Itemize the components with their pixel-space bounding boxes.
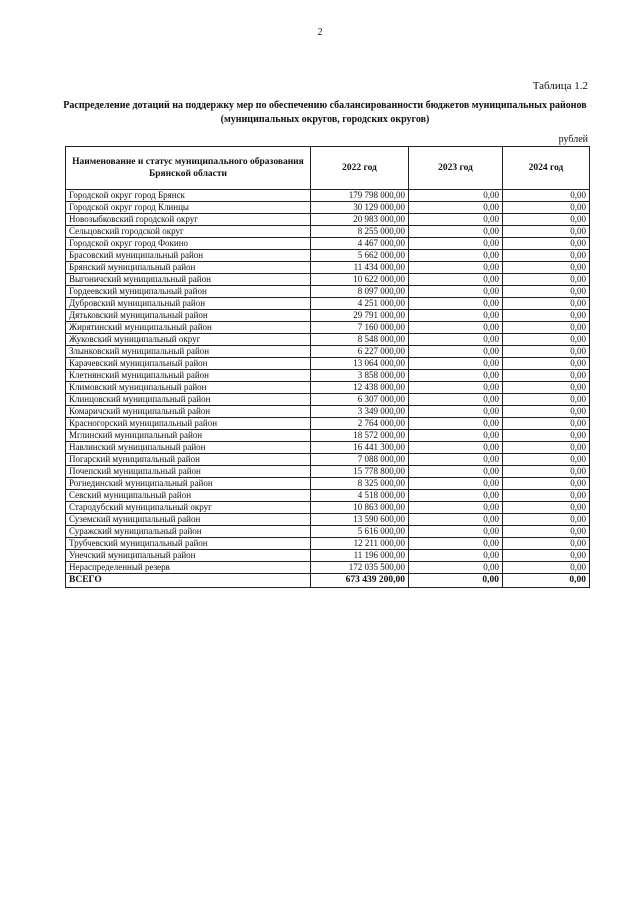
cell-2023: 0,00 bbox=[409, 274, 503, 286]
cell-2022: 179 798 000,00 bbox=[311, 190, 409, 202]
table-row bbox=[66, 214, 590, 226]
cell-2023: 0,00 bbox=[409, 322, 503, 334]
table-row bbox=[66, 226, 590, 238]
cell-2022: 15 778 800,00 bbox=[311, 466, 409, 478]
cell-2023: 0,00 bbox=[409, 214, 503, 226]
table-row bbox=[66, 442, 590, 454]
cell-2022: 13 064 000,00 bbox=[311, 358, 409, 370]
cell-2022: 8 097 000,00 bbox=[311, 286, 409, 298]
cell-2023: 0,00 bbox=[409, 394, 503, 406]
cell-2022: 10 622 000,00 bbox=[311, 274, 409, 286]
cell-2023: 0,00 bbox=[409, 466, 503, 478]
cell-name: Навлинский муниципальный район bbox=[66, 442, 311, 454]
cell-name: Суражский муниципальный район bbox=[66, 526, 311, 538]
cell-name: Дубровский муниципальный район bbox=[66, 298, 311, 310]
table-body bbox=[66, 190, 590, 574]
cell-name: Почепский муниципальный район bbox=[66, 466, 311, 478]
table-row bbox=[66, 334, 590, 346]
cell-name: Новозыбковский городской округ bbox=[66, 214, 311, 226]
cell-2024: 0,00 bbox=[503, 202, 590, 214]
cell-2022: 20 983 000,00 bbox=[311, 214, 409, 226]
cell-2022: 30 129 000,00 bbox=[311, 202, 409, 214]
cell-2024: 0,00 bbox=[503, 346, 590, 358]
cell-2023: 0,00 bbox=[409, 490, 503, 502]
cell-name: Клинцовский муниципальный район bbox=[66, 394, 311, 406]
cell-2024: 0,00 bbox=[503, 310, 590, 322]
table-row bbox=[66, 394, 590, 406]
cell-name: Севский муниципальный район bbox=[66, 490, 311, 502]
cell-2022: 11 196 000,00 bbox=[311, 550, 409, 562]
table-row bbox=[66, 526, 590, 538]
cell-name: Брасовский муниципальный район bbox=[66, 250, 311, 262]
cell-2023: 0,00 bbox=[409, 358, 503, 370]
cell-2022: 5 662 000,00 bbox=[311, 250, 409, 262]
cell-name: Нераспределенный резерв bbox=[66, 562, 311, 574]
table-row bbox=[66, 262, 590, 274]
cell-2022: 4 467 000,00 bbox=[311, 238, 409, 250]
cell-2022: 5 616 000,00 bbox=[311, 526, 409, 538]
table-row bbox=[66, 274, 590, 286]
table-row bbox=[66, 286, 590, 298]
cell-2024: 0,00 bbox=[503, 322, 590, 334]
cell-2024: 0,00 bbox=[503, 370, 590, 382]
table-row bbox=[66, 490, 590, 502]
cell-2022: 8 255 000,00 bbox=[311, 226, 409, 238]
cell-2023: 0,00 bbox=[409, 238, 503, 250]
cell-2022: 3 858 000,00 bbox=[311, 370, 409, 382]
table-row bbox=[66, 430, 590, 442]
cell-name: Жуковский муниципальный округ bbox=[66, 334, 311, 346]
cell-2024: 0,00 bbox=[503, 190, 590, 202]
cell-name: Городской округ город Фокино bbox=[66, 238, 311, 250]
cell-2024: 0,00 bbox=[503, 550, 590, 562]
cell-2023: 0,00 bbox=[409, 442, 503, 454]
table-row bbox=[66, 562, 590, 574]
table-row bbox=[66, 502, 590, 514]
cell-2022: 16 441 300,00 bbox=[311, 442, 409, 454]
cell-2022: 3 349 000,00 bbox=[311, 406, 409, 418]
cell-2023: 0,00 bbox=[409, 418, 503, 430]
cell-2023: 0,00 bbox=[409, 406, 503, 418]
cell-2022: 7 088 000,00 bbox=[311, 454, 409, 466]
cell-2022: 10 863 000,00 bbox=[311, 502, 409, 514]
cell-2022: 8 548 000,00 bbox=[311, 334, 409, 346]
cell-2022: 7 160 000,00 bbox=[311, 322, 409, 334]
currency-units: рублей bbox=[558, 134, 588, 145]
cell-2023: 0,00 bbox=[409, 286, 503, 298]
table-row bbox=[66, 310, 590, 322]
table-row bbox=[66, 190, 590, 202]
cell-2023: 0,00 bbox=[409, 502, 503, 514]
table-row bbox=[66, 514, 590, 526]
cell-2022: 4 518 000,00 bbox=[311, 490, 409, 502]
cell-name: Злынковский муниципальный район bbox=[66, 346, 311, 358]
cell-2022: 8 325 000,00 bbox=[311, 478, 409, 490]
table-row bbox=[66, 202, 590, 214]
cell-name: Рогнединский муниципальный район bbox=[66, 478, 311, 490]
cell-2022: 18 572 000,00 bbox=[311, 430, 409, 442]
cell-2024: 0,00 bbox=[503, 286, 590, 298]
cell-name: Жирятинский муниципальный район bbox=[66, 322, 311, 334]
cell-name: Трубчевский муниципальный район bbox=[66, 538, 311, 550]
total-2024: 0,00 bbox=[503, 574, 590, 588]
cell-2024: 0,00 bbox=[503, 394, 590, 406]
header-2022: 2022 год bbox=[311, 147, 409, 190]
cell-2022: 6 227 000,00 bbox=[311, 346, 409, 358]
cell-2023: 0,00 bbox=[409, 298, 503, 310]
cell-2023: 0,00 bbox=[409, 454, 503, 466]
cell-2023: 0,00 bbox=[409, 382, 503, 394]
header-2024: 2024 год bbox=[503, 147, 590, 190]
table-row bbox=[66, 358, 590, 370]
cell-name: Выгоничский муниципальный район bbox=[66, 274, 311, 286]
cell-2024: 0,00 bbox=[503, 490, 590, 502]
cell-2023: 0,00 bbox=[409, 262, 503, 274]
cell-2024: 0,00 bbox=[503, 526, 590, 538]
cell-name: Комаричский муниципальный район bbox=[66, 406, 311, 418]
document-title: Распределение дотаций на поддержку мер по обеспечению сбалансированности бюджетов муниципальных районов (муниципальных округов, городских округов) bbox=[63, 100, 587, 125]
table-row bbox=[66, 538, 590, 550]
table-row bbox=[66, 466, 590, 478]
table-row bbox=[66, 250, 590, 262]
cell-name: Унечский муниципальный район bbox=[66, 550, 311, 562]
cell-2024: 0,00 bbox=[503, 430, 590, 442]
cell-2024: 0,00 bbox=[503, 238, 590, 250]
cell-2024: 0,00 bbox=[503, 226, 590, 238]
cell-name: Погарский муниципальный район bbox=[66, 454, 311, 466]
cell-2023: 0,00 bbox=[409, 346, 503, 358]
cell-2024: 0,00 bbox=[503, 334, 590, 346]
cell-2024: 0,00 bbox=[503, 298, 590, 310]
table-row bbox=[66, 346, 590, 358]
table-row bbox=[66, 550, 590, 562]
cell-2024: 0,00 bbox=[503, 358, 590, 370]
total-label: ВСЕГО bbox=[66, 574, 311, 588]
cell-2022: 2 764 000,00 bbox=[311, 418, 409, 430]
cell-2022: 4 251 000,00 bbox=[311, 298, 409, 310]
total-2022: 673 439 200,00 bbox=[311, 574, 409, 588]
cell-2023: 0,00 bbox=[409, 550, 503, 562]
cell-2023: 0,00 bbox=[409, 514, 503, 526]
total-row bbox=[66, 574, 590, 588]
cell-2022: 29 791 000,00 bbox=[311, 310, 409, 322]
cell-name: Мглинский муниципальный район bbox=[66, 430, 311, 442]
cell-2024: 0,00 bbox=[503, 250, 590, 262]
cell-name: Красногорский муниципальный район bbox=[66, 418, 311, 430]
cell-2024: 0,00 bbox=[503, 538, 590, 550]
cell-2022: 12 438 000,00 bbox=[311, 382, 409, 394]
cell-2023: 0,00 bbox=[409, 310, 503, 322]
cell-name: Гордеевский муниципальный район bbox=[66, 286, 311, 298]
cell-name: Стародубский муниципальный округ bbox=[66, 502, 311, 514]
table-row bbox=[66, 370, 590, 382]
cell-2023: 0,00 bbox=[409, 250, 503, 262]
table-row bbox=[66, 454, 590, 466]
cell-2022: 12 211 000,00 bbox=[311, 538, 409, 550]
cell-name: Карачевский муниципальный район bbox=[66, 358, 311, 370]
cell-2023: 0,00 bbox=[409, 430, 503, 442]
cell-name: Городской округ город Клинцы bbox=[66, 202, 311, 214]
cell-2023: 0,00 bbox=[409, 538, 503, 550]
page-number: 2 bbox=[317, 27, 323, 38]
cell-2022: 6 307 000,00 bbox=[311, 394, 409, 406]
cell-2024: 0,00 bbox=[503, 478, 590, 490]
cell-name: Клетнянский муниципальный район bbox=[66, 370, 311, 382]
cell-2023: 0,00 bbox=[409, 562, 503, 574]
cell-2024: 0,00 bbox=[503, 406, 590, 418]
cell-2024: 0,00 bbox=[503, 466, 590, 478]
cell-2024: 0,00 bbox=[503, 454, 590, 466]
table-row bbox=[66, 478, 590, 490]
table-row bbox=[66, 322, 590, 334]
cell-2023: 0,00 bbox=[409, 370, 503, 382]
table-header-row bbox=[66, 147, 590, 190]
cell-2024: 0,00 bbox=[503, 262, 590, 274]
cell-name: Городской округ город Брянск bbox=[66, 190, 311, 202]
header-name: Наименование и статус муниципального образования Брянской области bbox=[66, 147, 311, 190]
cell-2023: 0,00 bbox=[409, 334, 503, 346]
table-row bbox=[66, 238, 590, 250]
cell-2024: 0,00 bbox=[503, 502, 590, 514]
cell-name: Дятьковский муниципальный район bbox=[66, 310, 311, 322]
cell-2023: 0,00 bbox=[409, 190, 503, 202]
cell-2023: 0,00 bbox=[409, 478, 503, 490]
cell-2024: 0,00 bbox=[503, 274, 590, 286]
cell-2024: 0,00 bbox=[503, 514, 590, 526]
cell-2023: 0,00 bbox=[409, 202, 503, 214]
cell-2024: 0,00 bbox=[503, 382, 590, 394]
table-row bbox=[66, 406, 590, 418]
header-2023: 2023 год bbox=[409, 147, 503, 190]
cell-name: Суземский муниципальный район bbox=[66, 514, 311, 526]
cell-2024: 0,00 bbox=[503, 214, 590, 226]
cell-2022: 11 434 000,00 bbox=[311, 262, 409, 274]
cell-2022: 13 590 600,00 bbox=[311, 514, 409, 526]
cell-name: Климовский муниципальный район bbox=[66, 382, 311, 394]
table-reference: Таблица 1.2 bbox=[532, 80, 588, 92]
subsidy-table bbox=[65, 146, 590, 588]
cell-2023: 0,00 bbox=[409, 526, 503, 538]
table-row bbox=[66, 418, 590, 430]
cell-2024: 0,00 bbox=[503, 562, 590, 574]
cell-2023: 0,00 bbox=[409, 226, 503, 238]
table-row bbox=[66, 382, 590, 394]
cell-2022: 172 035 500,00 bbox=[311, 562, 409, 574]
cell-name: Брянский муниципальный район bbox=[66, 262, 311, 274]
cell-name: Сельцовский городской округ bbox=[66, 226, 311, 238]
total-2023: 0,00 bbox=[409, 574, 503, 588]
cell-2024: 0,00 bbox=[503, 418, 590, 430]
table-row bbox=[66, 298, 590, 310]
cell-2024: 0,00 bbox=[503, 442, 590, 454]
